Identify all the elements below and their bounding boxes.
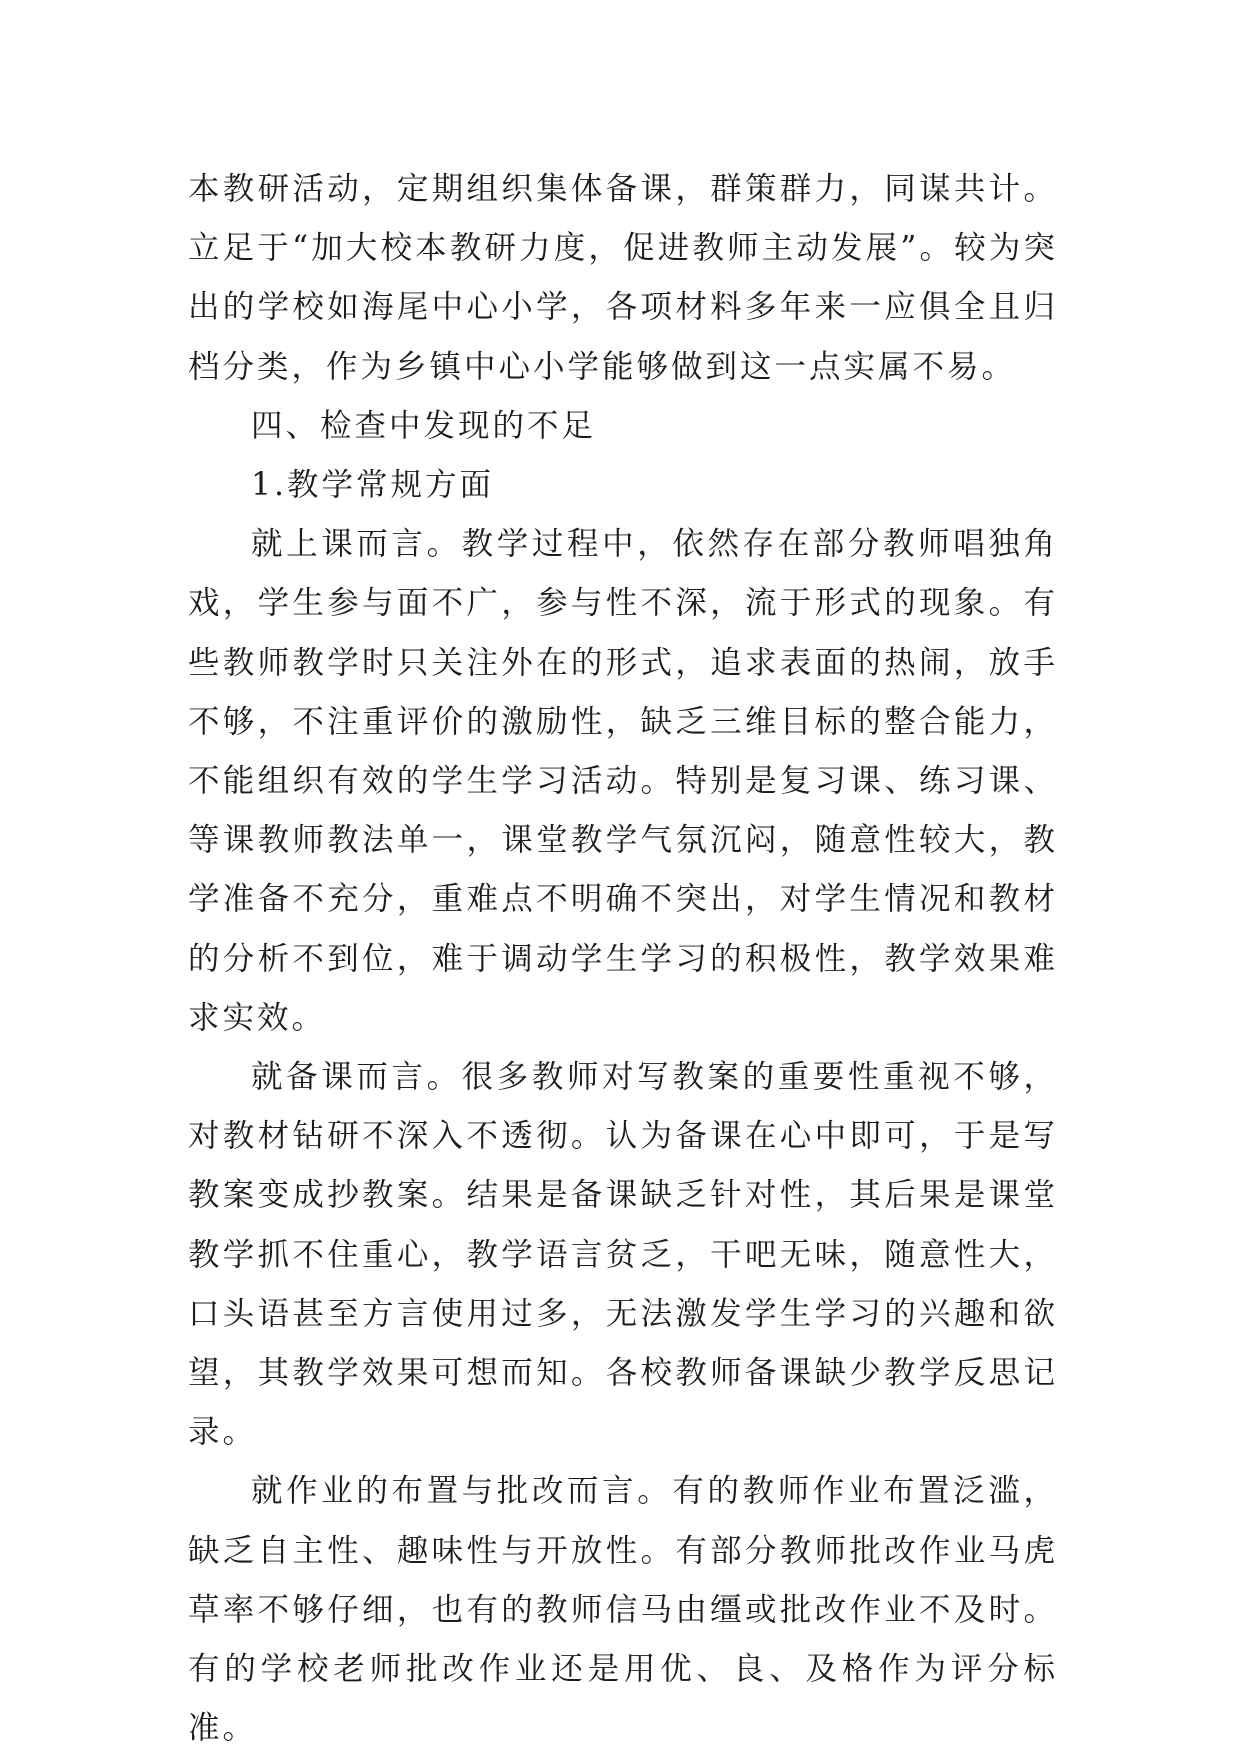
document-body bbox=[188, 160, 1058, 1758]
paragraph-homework: 就作业的布置与批改而言。有的教师作业布置泛滥，缺乏自主性、趣味性与开放性。有部分教师批改作业马虎草率不够仔细，也有的教师信马由缰或批改作业不及时。有的学校老师批改作业还是用优、良、及格作为评分标准。 bbox=[188, 1473, 1058, 1747]
paragraph-continuation: 本教研活动，定期组织集体备课，群策群力，同谋共计。立足于“加大校本教研力度，促进教师主动发展”。较为突出的学校如海尾中心小学，各项材料多年来一应俱全且归档分类，作为乡镇中心小学能够做到这一点实属不易。 bbox=[188, 171, 1058, 385]
paragraph-lesson-prep: 就备课而言。很多教师对写教案的重要性重视不够，对教材钻研不深入不透彻。认为备课在心中即可，于是写教案变成抄教案。结果是备课缺乏针对性，其后果是课堂教学抓不住重心，教学语言贫乏，干吧无味，随意性大，口头语甚至方言使用过多，无法激发学生学习的兴趣和欲望，其教学效果可想而知。各校教师备课缺少教学反思记录。 bbox=[188, 1059, 1058, 1451]
subsection-heading: 1.教学常规方面 bbox=[251, 467, 495, 504]
paragraph-lessons: 就上课而言。教学过程中，依然存在部分教师唱独角戏，学生参与面不广，参与性不深，流于形式的现象。有些教师教学时只关注外在的形式，追求表面的热闹，放手不够，不注重评价的激励性，缺乏三维目标的整合能力，不能组织有效的学生学习活动。特别是复习课、练习课、等课教师教法单一，课堂教学气氛沉闷，随意性较大，教学准备不充分，重难点不明确不突出，对学生情况和教材的分析不到位，难于调动学生学习的积极性，教学效果难求实效。 bbox=[188, 526, 1058, 1036]
section-heading: 四、检查中发现的不足 bbox=[251, 407, 597, 444]
